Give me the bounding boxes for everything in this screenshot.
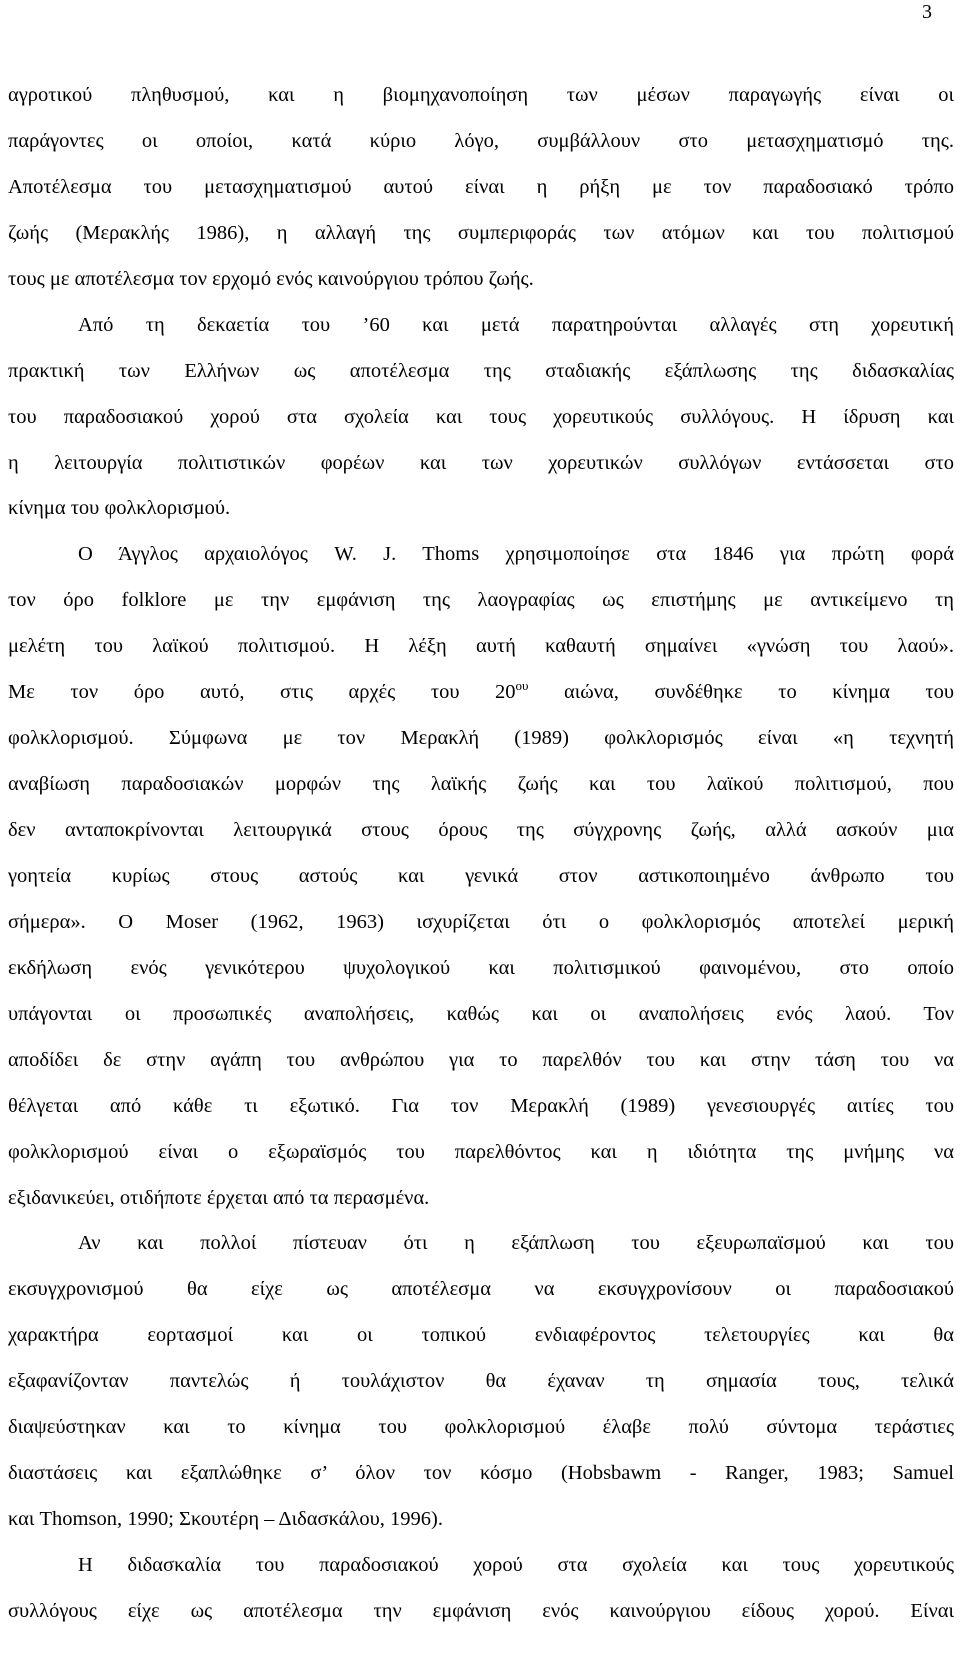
- text-line: διαστάσεις και εξαπλώθηκε σ’ όλον τον κόσμο (Hobsbawm - Ranger, 1983; Samuel: [8, 1462, 954, 1485]
- text-line: δεν ανταποκρίνονται λειτουργικά στους όρους της σύγχρονης ζωής, αλλά ασκούν μια: [8, 819, 954, 841]
- text-line: υπάγονται οι προσωπικές αναπολήσεις, καθώς και οι αναπολήσεις ενός λαού. Τον: [8, 1002, 954, 1025]
- text-line: συλλόγους είχε ως αποτέλεσμα την εμφάνιση ενός καινούργιου είδους χορού. Είναι: [8, 1599, 954, 1622]
- text-line: Ο Άγγλος αρχαιολόγος W. J. Thoms χρησιμοποίησε στα 1846 για πρώτη φορά: [78, 543, 954, 566]
- text-line: παράγοντες οι οποίοι, κατά κύριο λόγο, συμβάλλουν στο μετασχηματισμό της.: [8, 129, 954, 152]
- text-line: Από τη δεκαετία του ’60 και μετά παρατηρούνται αλλαγές στη χορευτική: [78, 313, 954, 336]
- text-line: ζωής (Μερακλής 1986), η αλλαγή της συμπεριφοράς των ατόμων και του πολιτισμού: [8, 221, 954, 244]
- text-line: κίνημα του φολκλορισμού.: [8, 497, 231, 520]
- text-line: γοητεία κυρίως στους αστούς και γενικά στον αστικοποιημένο άνθρωπο του: [8, 864, 954, 887]
- text-line: εξαφανίζονταν παντελώς ή τουλάχιστον θα έχαναν τη σημασία τους, τελικά: [8, 1370, 954, 1393]
- text-line: τον όρο folklore με την εμφάνιση της λαογραφίας ως επιστήμης με αντικείμενο τη: [8, 589, 954, 612]
- text-segment: αιώνα, συνδέθηκε το κίνημα του: [528, 681, 955, 704]
- text-line: φολκλορισμού. Σύμφωνα με τον Μερακλή (1989) φολκλορισμός είναι «η τεχνητή: [8, 727, 954, 750]
- text-line: θέλγεται από κάθε τι εξωτικό. Για τον Μερακλή (1989) γενεσιουργές αιτίες του: [8, 1094, 954, 1117]
- text-line: του παραδοσιακού χορού στα σχολεία και τους χορευτικούς συλλόγους. Η ίδρυση και: [8, 405, 954, 428]
- text-line: πρακτική των Ελλήνων ως αποτέλεσμα της σταδιακής εξάπλωσης της διδασκαλίας: [8, 359, 954, 382]
- body-text: [8, 73, 954, 1635]
- text-line: μελέτη του λαϊκού πολιτισμού. Η λέξη αυτή καθαυτή σημαίνει «γνώση του λαού».: [8, 635, 954, 658]
- text-line: εξιδανικεύει, οτιδήποτε έρχεται από τα περασμένα.: [8, 1186, 430, 1209]
- superscript: ου: [515, 678, 529, 694]
- text-line: αποδίδει δε στην αγάπη του ανθρώπου για το παρελθόν του και στην τάση του να: [8, 1048, 954, 1071]
- text-line: αναβίωση παραδοσιακών μορφών της λαϊκής ζωής και του λαϊκού πολιτισμού, που: [8, 773, 954, 796]
- text-line: Η διδασκαλία του παραδοσιακού χορού στα σχολεία και τους χορευτικούς: [78, 1554, 954, 1576]
- text-line: τους με αποτέλεσμα τον ερχομό ενός καινούργιου τρόπου ζωής.: [8, 267, 534, 290]
- text-line: και Thomson, 1990; Σκουτέρη – Διδασκάλου, 1996).: [8, 1508, 444, 1531]
- text-line-with-superscript: [8, 670, 954, 716]
- text-line: Αποτέλεσμα του μετασχηματισμού αυτού είναι η ρήξη με τον παραδοσιακό τρόπο: [8, 175, 954, 198]
- page-number: 3: [922, 1, 932, 23]
- text-line: αγροτικού πληθυσμού, και η βιομηχανοποίηση των μέσων παραγωγής είναι οι: [8, 84, 954, 106]
- text-line: η λειτουργία πολιτιστικών φορέων και των χορευτικών συλλόγων εντάσσεται στο: [8, 451, 954, 474]
- text-line: φολκλορισμού είναι ο εξωραϊσμός του παρελθόντος και η ιδιότητα της μνήμης να: [8, 1140, 954, 1163]
- text-line: εκδήλωση ενός γενικότερου ψυχολογικού και πολιτισμικού φαινομένου, στο οποίο: [8, 956, 954, 979]
- text-line: διαψεύστηκαν και το κίνημα του φολκλορισμού έλαβε πολύ σύντομα τεράστιες: [8, 1416, 954, 1439]
- text-segment: Με τον όρο αυτό, στις αρχές του 20: [8, 681, 516, 704]
- text-line: Αν και πολλοί πίστευαν ότι η εξάπλωση του εξευρωπαϊσμού και του: [78, 1232, 954, 1255]
- text-line: χαρακτήρα εορτασμοί και οι τοπικού ενδιαφέροντος τελετουργίες και θα: [8, 1324, 954, 1347]
- text-line: εκσυγχρονισμού θα είχε ως αποτέλεσμα να εκσυγχρονίσουν οι παραδοσιακού: [8, 1278, 954, 1301]
- text-line: σήμερα». Ο Moser (1962, 1963) ισχυρίζεται ότι ο φολκλορισμός αποτελεί μερική: [8, 910, 954, 933]
